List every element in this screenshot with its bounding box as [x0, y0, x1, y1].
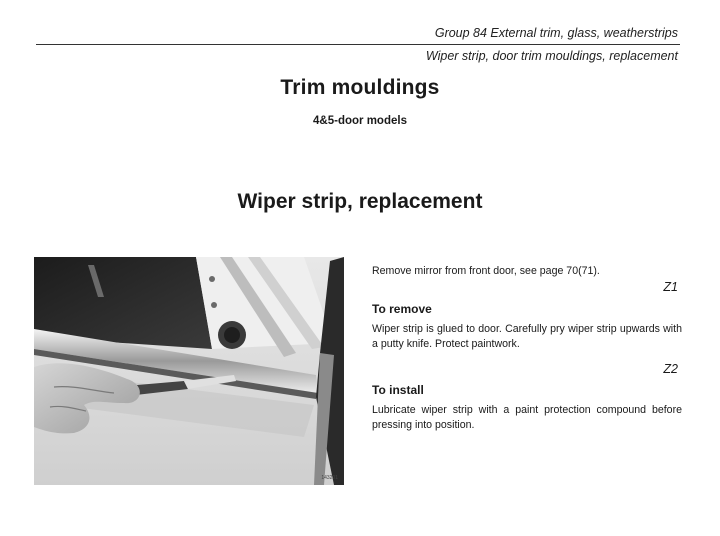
header-group: Group 84 External trim, glass, weatherstrips: [434, 26, 678, 40]
section-title: Wiper strip, replacement: [237, 190, 483, 213]
figure-ref-z2: Z2: [663, 362, 678, 376]
figure-ref-z1: Z1: [663, 280, 678, 294]
install-heading: To install: [372, 383, 424, 397]
door-wiper-strip-photo: [34, 257, 344, 485]
header-divider: [36, 44, 680, 45]
page-title: Trim mouldings: [280, 76, 440, 99]
header-topic: Wiper strip, door trim mouldings, replacement: [425, 49, 678, 63]
install-text: Lubricate wiper strip with a paint protection compound before pressing into position.: [372, 404, 682, 431]
remove-text: Wiper strip is glued to door. Carefully pry wiper strip upwards with a putty knife. Protect paintwork.: [372, 323, 682, 350]
intro-text: Remove mirror from front door, see page 70(71).: [372, 265, 600, 277]
page-subtitle: 4&5-door models: [313, 115, 407, 127]
photo-id: 143201: [321, 475, 338, 481]
remove-heading: To remove: [372, 302, 432, 316]
